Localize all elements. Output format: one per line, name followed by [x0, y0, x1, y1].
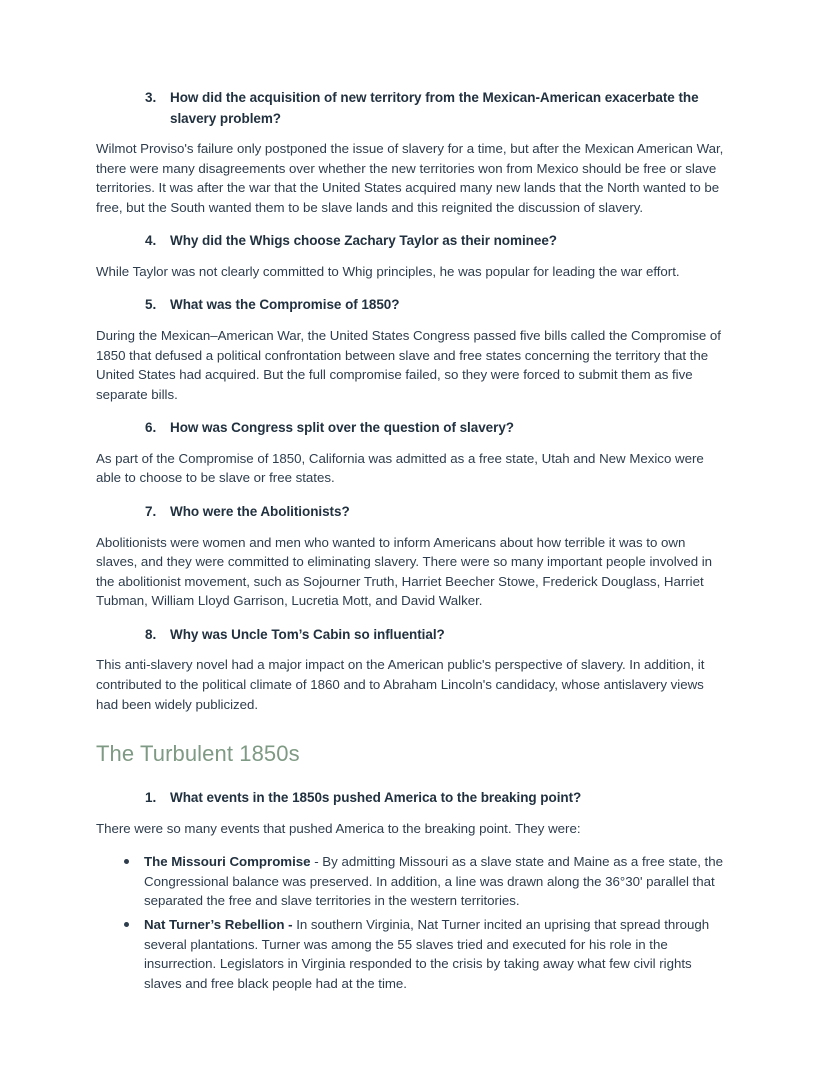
answer-paragraph-5: During the Mexican–American War, the United States Congress passed five bills called the Compromise of 1850 that defused a political confrontation between slave and free states concerning the territory that the United States had acquired. But the full compromise failed, so they were forced to submit them as five separate bills. — [96, 327, 721, 402]
question-text: Who were the Abolitionists? — [170, 504, 350, 520]
question-item-5 — [96, 295, 727, 316]
bullet-dot-icon — [124, 922, 129, 927]
section-intro-paragraph: There were so many events that pushed America to the breaking point. They were: — [96, 820, 581, 836]
question-number: 5. — [145, 297, 157, 313]
question-text: How was Congress split over the question of slavery? — [170, 420, 514, 436]
question-item-8 — [96, 625, 727, 646]
answer-paragraph-8: This anti-slavery novel had a major impact on the American public's perspective of slavery. In addition, it contributed to the political climate of 1860 and to Abraham Lincoln's candidacy, whose antislavery views had been widely publicized. — [96, 657, 705, 712]
question-text: Why was Uncle Tom’s Cabin so influential? — [170, 626, 445, 642]
question-item-6 — [96, 418, 727, 439]
question-item-4 — [96, 231, 727, 252]
question-text: What events in the 1850s pushed America to the breaking point? — [170, 790, 582, 806]
answer-paragraph-6: As part of the Compromise of 1850, California was admitted as a free state, Utah and New Mexico were able to choose to be slave or free states. — [96, 450, 704, 486]
list-item — [96, 852, 727, 911]
question-number: 8. — [145, 626, 157, 642]
question-text: How did the acquisition of new territory from the Mexican-American exacerbate the slavery problem? — [170, 90, 699, 126]
section-question-item-1 — [96, 788, 727, 809]
question-number: 6. — [145, 420, 157, 436]
question-number: 4. — [145, 233, 157, 249]
events-bullet-list — [96, 852, 727, 993]
question-item-3 — [96, 88, 727, 129]
list-item-body: - By admitting Missouri as a slave state and Maine as a free state, the Congressional balance was preserved. In addition, a line was drawn along the 36°30' parallel that separated the free and slave territories in the western territories. — [144, 854, 723, 909]
question-number: 3. — [145, 90, 157, 105]
question-text: Why did the Whigs choose Zachary Taylor as their nominee? — [170, 233, 557, 249]
list-item — [96, 915, 727, 993]
answer-paragraph-7: Abolitionists were women and men who wanted to inform Americans about how terrible it was to own slaves, and they were committed to eliminating slavery. There were so many important people involved in the abolitionist movement, such as Sojourner Truth, Harriet Beecher Stowe, Frederick Douglass, Harriet Tubman, William Lloyd Garrison, Lucretia Mott, and David Walker. — [96, 534, 713, 609]
answer-paragraph-3: Wilmot Proviso's failure only postponed the issue of slavery for a time, but after the Mexican American War, there were many disagreements over whether the new territories won from Mexico should be free or slave territories. It was after the war that the United States acquired many new lands that the North wanted to be free, but the South wanted them to be slave lands and this reignited the discussion of slavery. — [96, 141, 724, 215]
list-item-lead: The Missouri Compromise — [144, 854, 311, 870]
question-text: What was the Compromise of 1850? — [170, 297, 400, 313]
list-item-body: In southern Virginia, Nat Turner incited an uprising that spread through several plantations. Turner was among the 55 slaves tried and executed for his role in the insurrection. Legislators in Virginia responded to the crisis by taking away what few civil rights slaves and free black people had at the time. — [144, 917, 710, 991]
document-content — [96, 88, 727, 993]
question-number: 1. — [145, 790, 157, 806]
section-heading: The Turbulent 1850s — [96, 741, 300, 767]
bullet-dot-icon — [124, 859, 129, 864]
list-item-lead: Nat Turner’s Rebellion - — [144, 917, 293, 933]
question-item-7 — [96, 502, 727, 523]
question-number: 7. — [145, 504, 157, 520]
answer-paragraph-4: While Taylor was not clearly committed to Whig principles, he was popular for leading the war effort. — [96, 263, 680, 279]
